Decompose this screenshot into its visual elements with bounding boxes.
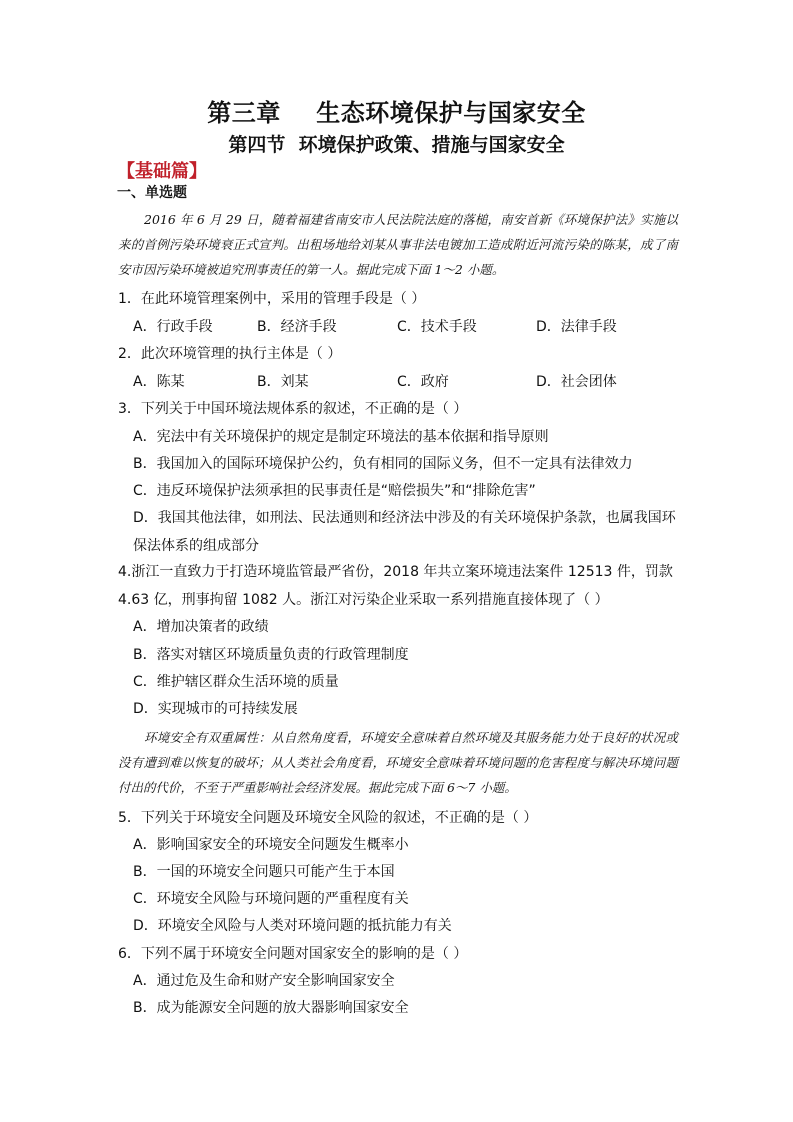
q4-option-d: D．实现城市的可持续发展 bbox=[133, 701, 298, 717]
q3-option-a: A．宪法中有关环境保护的规定是制定环境法的基本依据和指导原则 bbox=[133, 429, 549, 445]
q1-option-a: A．行政手段 bbox=[133, 319, 213, 335]
q4-option-c: C．维护辖区群众生活环境的质量 bbox=[133, 674, 339, 690]
basic-section-tag: 【基础篇】 bbox=[117, 161, 207, 182]
q4-option-a: A．增加决策者的政绩 bbox=[133, 619, 269, 635]
question-6-stem: 6．下列不属于环境安全问题对国家安全的影响的是（ ） bbox=[118, 946, 468, 962]
q3-option-d: D．我国其他法律，如刑法、民法通则和经济法中涉及的有关环境保护条款，也属我国环保法体系的组成部分 bbox=[133, 510, 676, 554]
q6-option-a: A．通过危及生命和财产安全影响国家安全 bbox=[133, 973, 395, 989]
passage-2: 环境安全有双重属性：从自然角度看，环境安全意味着自然环境及其服务能力处于良好的状况或没有遭到难以恢复的破坏；从人类社会角度看，环境安全意味着环境问题的危害程度与解决环境问题付出的代价，不至于严重影响社会经济发展。据此完成下面 6～7 小题。 bbox=[118, 730, 678, 795]
passage-1: 2016 年 6 月 29 日，随着福建省南安市人民法院法庭的落槌，南安首新《环境保护法》实施以来的首例污染环境衰正式宣判。出租场地给刘某从事非法电镀加工造成附近河流污染的陈某，成了南安市因污染环境被追究刑事责任的第一人。据此完成下面 1～2 小题。 bbox=[118, 212, 678, 277]
q2-option-a: A．陈某 bbox=[133, 374, 185, 390]
question-4-stem: 4.浙江一直致力于打造环境监管最严省份，2018 年共立案环境违法案件 12513 件，罚款 4.63 亿，刑事拘留 1082 人。浙江对污染企业采取一系列措施直接体现了（ ） bbox=[118, 564, 673, 608]
q5-option-c: C．环境安全风险与环境问题的严重程度有关 bbox=[133, 891, 409, 907]
q6-option-b: B．成为能源安全问题的放大器影响国家安全 bbox=[133, 1000, 409, 1016]
q3-option-b: B．我国加入的国际环境保护公约，负有相同的国际义务，但不一定具有法律效力 bbox=[133, 456, 633, 472]
question-2-stem: 2．此次环境管理的执行主体是（ ） bbox=[118, 346, 342, 362]
q5-option-a: A．影响国家安全的环境安全问题发生概率小 bbox=[133, 837, 409, 853]
question-3-stem: 3．下列关于中国环境法规体系的叙述，不正确的是（ ） bbox=[118, 401, 468, 417]
q1-option-b: B．经济手段 bbox=[257, 319, 337, 335]
single-choice-heading: 一、单选题 bbox=[117, 185, 187, 201]
q5-option-d: D．环境安全风险与人类对环境问题的抵抗能力有关 bbox=[133, 918, 452, 934]
q3-option-c: C．违反环境保护法须承担的民事责任是“赔偿损失”和“排除危害” bbox=[133, 483, 536, 499]
q4-option-b: B．落实对辖区环境质量负责的行政管理制度 bbox=[133, 647, 409, 663]
q1-option-c: C．技术手段 bbox=[397, 319, 477, 335]
q2-option-b: B．刘某 bbox=[257, 374, 309, 390]
q1-option-d: D．法律手段 bbox=[536, 319, 617, 335]
question-1-stem: 1．在此环境管理案例中，采用的管理手段是（ ） bbox=[118, 291, 426, 307]
question-5-stem: 5．下列关于环境安全问题及环境安全风险的叙述，不正确的是（ ） bbox=[118, 810, 538, 826]
q2-option-c: C．政府 bbox=[397, 374, 449, 390]
q2-option-d: D．社会团体 bbox=[536, 374, 617, 390]
section-title: 第四节 环境保护政策、措施与国家安全 bbox=[228, 134, 565, 156]
chapter-title: 第三章 生态环境保护与国家安全 bbox=[207, 98, 586, 127]
q5-option-b: B．一国的环境安全问题只可能产生于本国 bbox=[133, 864, 395, 880]
